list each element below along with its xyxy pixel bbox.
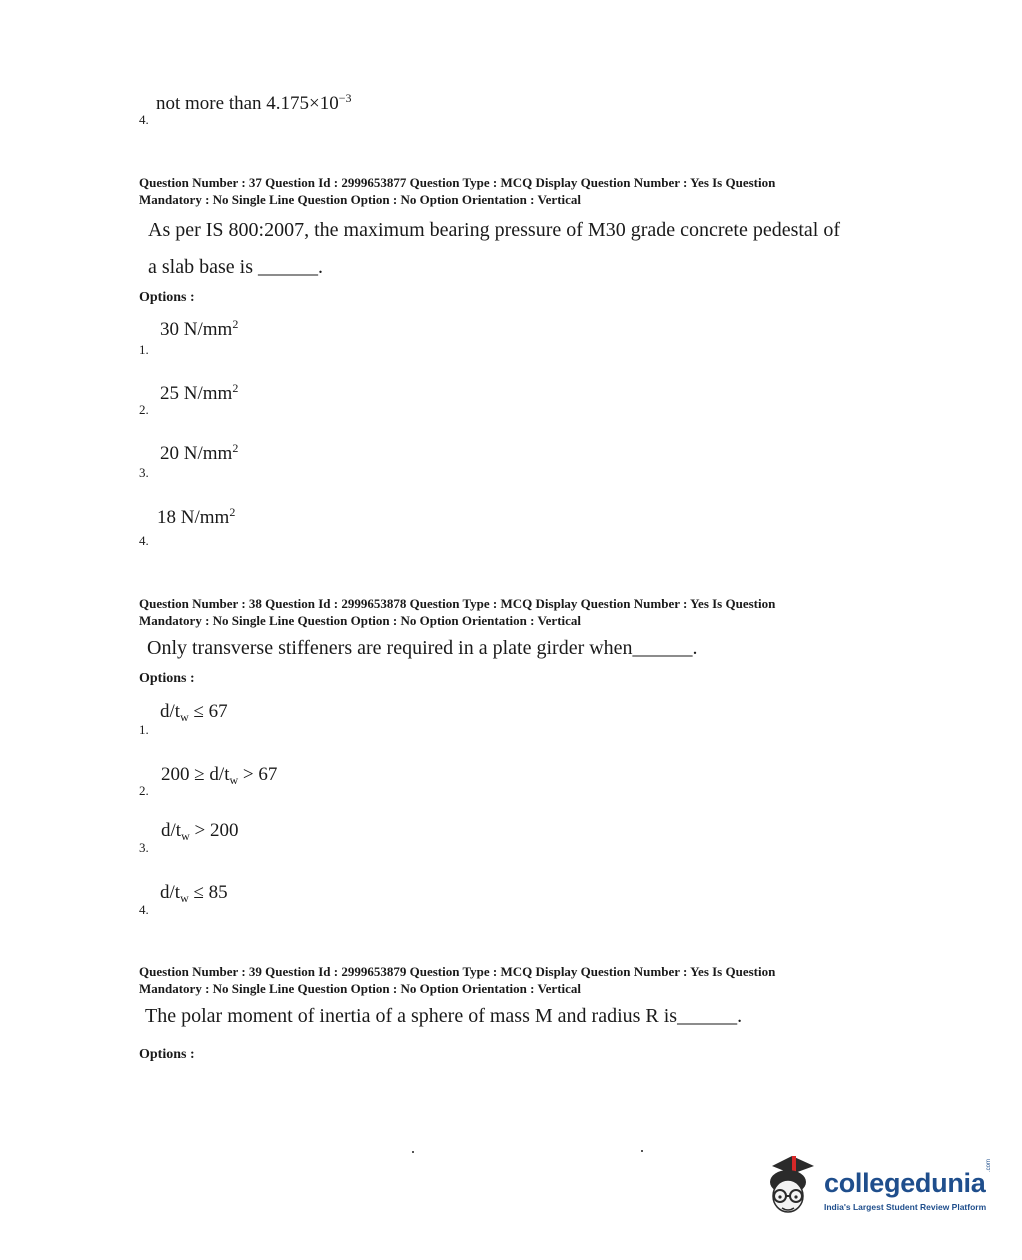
- q38-option-3-number: 3.: [139, 840, 149, 855]
- q37-options-label: Options :: [139, 290, 195, 305]
- mascot-icon: [762, 1152, 822, 1224]
- scan-speck: [641, 1150, 643, 1152]
- q38-options-label: Options :: [139, 671, 195, 686]
- q37-option-1-text[interactable]: [160, 319, 238, 341]
- q37-option-4-text[interactable]: [157, 507, 235, 529]
- q38-option-3-post: > 200: [189, 820, 239, 841]
- collegedunia-watermark: [762, 1152, 998, 1224]
- prev-option-4-text: [156, 93, 352, 115]
- q37-option-2-value: 25 N/mm: [160, 383, 233, 404]
- brand-tagline: India's Largest Student Review Platform: [824, 1202, 987, 1212]
- q37-option-2-exponent: 2: [232, 381, 239, 395]
- q39-meta-line2: Mandatory : No Single Line Question Option : No Option Orientation : Vertical: [139, 981, 582, 996]
- q38-question-line1: Only transverse stiffeners are required in a plate girder when______.: [147, 637, 698, 659]
- q38-option-3-text[interactable]: [161, 820, 238, 842]
- q38-option-3-pre: d/t: [161, 820, 182, 841]
- q37-question-line1: As per IS 800:2007, the maximum bearing pressure of M30 grade concrete pedestal of: [148, 219, 841, 241]
- q37-meta-line2: Mandatory : No Single Line Question Option : No Option Orientation : Vertical: [139, 192, 582, 207]
- q39-question-line1: The polar moment of inertia of a sphere of mass M and radius R is______.: [145, 1005, 743, 1027]
- q37-option-4-exponent: 2: [229, 505, 236, 519]
- q37-option-1-exponent: 2: [232, 317, 239, 331]
- prev-option-4-value: not more than 4.175×10: [156, 93, 339, 114]
- prev-option-4-exponent: −3: [338, 91, 352, 105]
- q39-meta-line1: Question Number : 39 Question Id : 2999653879 Question Type : MCQ Display Question Number : Yes Is Question: [139, 964, 776, 979]
- q37-option-3-number: 3.: [139, 465, 149, 480]
- q38-option-4-pre: d/t: [160, 882, 181, 903]
- q39-options-label: Options :: [139, 1047, 195, 1062]
- q37-question-line2: a slab base is ______.: [148, 256, 323, 278]
- q37-option-2-number: 2.: [139, 402, 149, 417]
- q37-option-4-value: 18 N/mm: [157, 507, 230, 528]
- q38-meta-line2: Mandatory : No Single Line Question Option : No Option Orientation : Vertical: [139, 613, 582, 628]
- prev-option-4-number: 4.: [139, 112, 149, 127]
- q37-option-3-value: 20 N/mm: [160, 443, 233, 464]
- q38-option-4-number: 4.: [139, 902, 149, 917]
- q38-option-4-sub: w: [180, 891, 189, 905]
- q38-option-4-text[interactable]: [160, 882, 228, 904]
- q38-option-4-post: ≤ 85: [188, 882, 228, 903]
- q38-meta-line1: Question Number : 38 Question Id : 2999653878 Question Type : MCQ Display Question Number : Yes Is Question: [139, 596, 776, 611]
- q38-option-1-post: ≤ 67: [188, 701, 228, 722]
- brand-name: collegedunia: [824, 1168, 986, 1198]
- q37-option-2-text[interactable]: [160, 383, 238, 405]
- q38-option-2-text[interactable]: [161, 764, 277, 786]
- brand-suffix: .com: [986, 1158, 992, 1172]
- q38-option-1-sub: w: [180, 710, 189, 724]
- q38-option-2-post: > 67: [238, 764, 278, 785]
- scan-speck: [412, 1151, 414, 1153]
- q38-option-1-text[interactable]: [160, 701, 228, 723]
- q37-option-1-value: 30 N/mm: [160, 319, 233, 340]
- q38-option-2-number: 2.: [139, 783, 149, 798]
- q37-option-1-number: 1.: [139, 342, 149, 357]
- q37-option-3-exponent: 2: [232, 441, 239, 455]
- q37-option-4-number: 4.: [139, 533, 149, 548]
- q38-option-3-sub: w: [181, 829, 190, 843]
- q38-option-1-pre: d/t: [160, 701, 181, 722]
- q37-meta-line1: Question Number : 37 Question Id : 2999653877 Question Type : MCQ Display Question Number : Yes Is Question: [139, 175, 776, 190]
- q38-option-2-sub: w: [229, 773, 239, 787]
- q38-option-2-pre: 200 ≥ d/t: [161, 764, 230, 785]
- q38-option-1-number: 1.: [139, 722, 149, 737]
- q37-option-3-text[interactable]: [160, 443, 238, 465]
